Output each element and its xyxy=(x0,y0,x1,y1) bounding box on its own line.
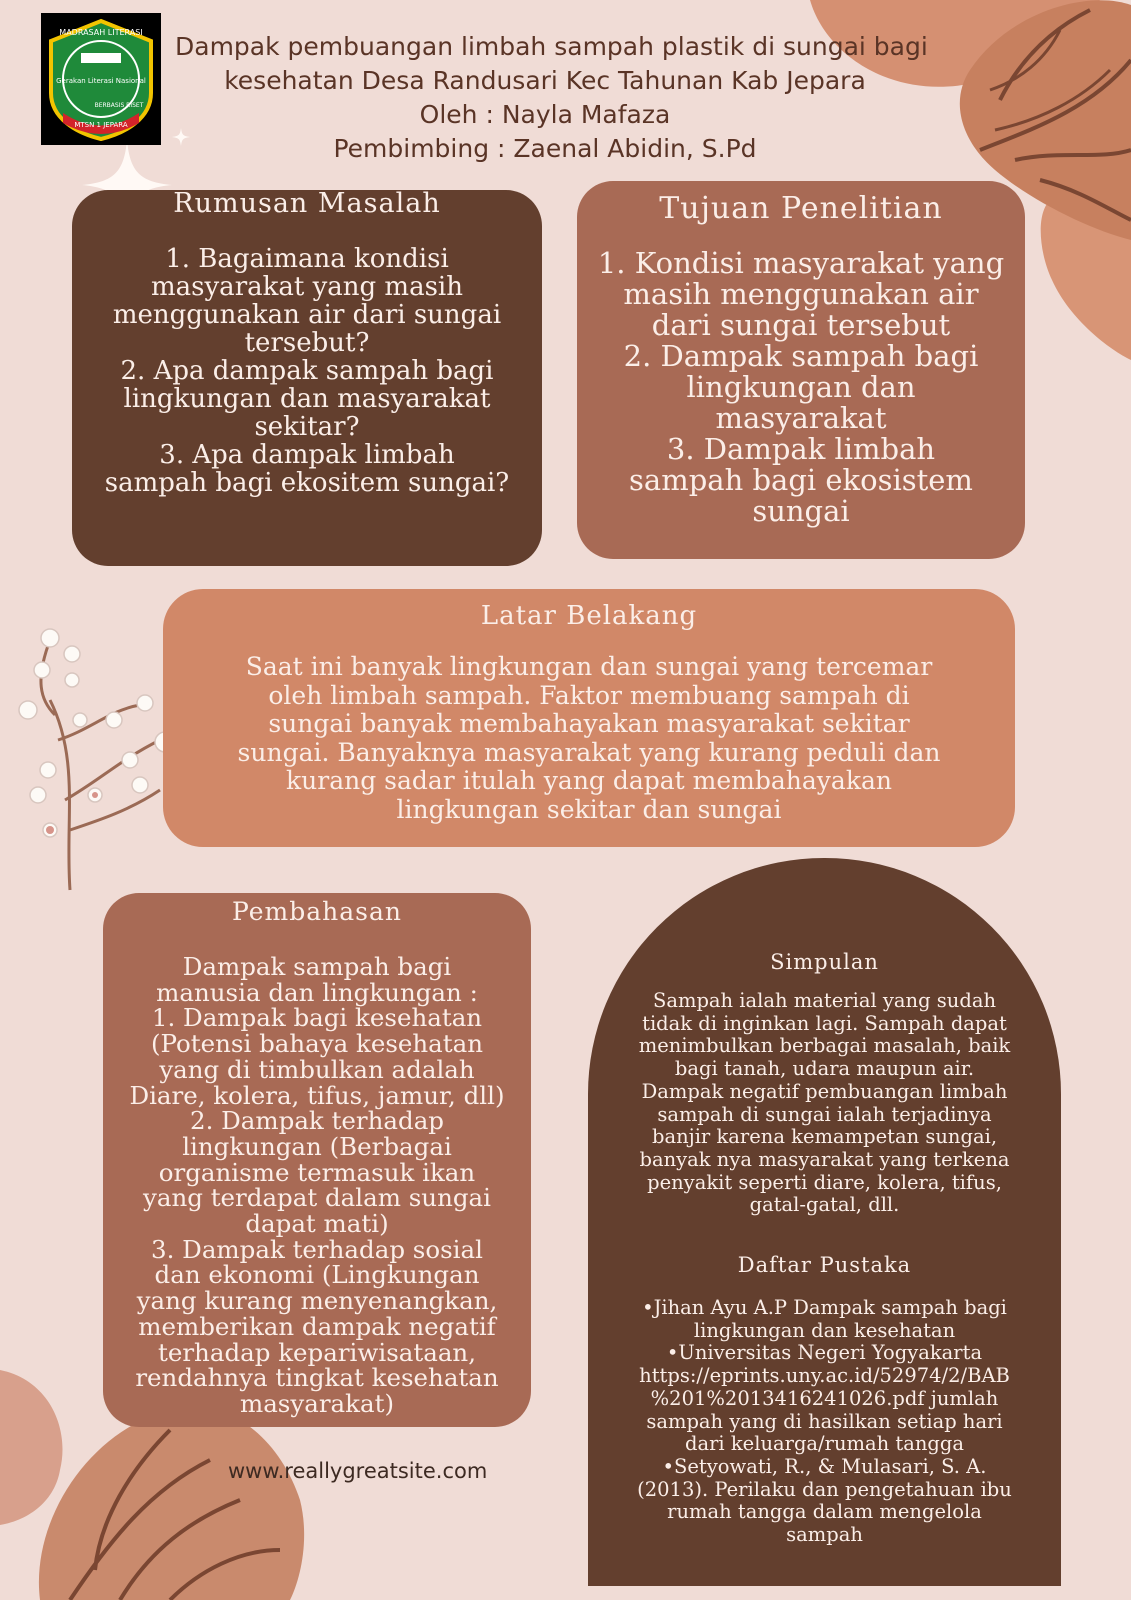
tujuan-penelitian-card xyxy=(577,181,1025,559)
school-logo xyxy=(41,13,161,145)
rumusan-masalah-title: Rumusan Masalah xyxy=(173,188,441,219)
pembahasan-card xyxy=(103,893,531,1427)
latar-belakang-body: Saat ini banyak lingkungan dan sungai yang tercemar oleh limbah sampah. Faktor membuang sampah di sungai banyak membahayakan masyarakat sekitar sungai. Banyaknya masyarakat yang kurang peduli dan kurang sadar itulah yang dapat membahayakan lingkungan sekitar dan sungai xyxy=(237,652,941,824)
pembahasan-body: Dampak sampah bagi manusia dan lingkungan : 1. Dampak bagi kesehatan (Potensi bahaya kesehatan yang di timbulkan adalah Diare, kolera, tifus, jamur, dll) 2. Dampak terhadap lingkungan (Berbagai organisme termasuk ikan yang terdapat dalam sungai dapat mati) 3. Dampak terhadap sosial dan ekonomi (Lingkungan yang kurang menyenangkan, memberikan dampak negatif terhadap kepariwisataan, rendahnya tingkat kesehatan masyarakat) xyxy=(129,952,505,1418)
logo-based-text: BERBASIS RISET xyxy=(94,102,144,109)
website-link[interactable]: www.reallygreatsite.com xyxy=(228,1459,488,1483)
logo-top-text: MADRASAH LITERASI xyxy=(59,28,143,37)
poster-header xyxy=(175,30,928,166)
poster-author: Oleh : Nayla Mafaza xyxy=(419,100,671,129)
poster-advisor: Pembimbing : Zaenal Abidin, S.Pd xyxy=(333,134,757,163)
logo-school-text: MTSN 1 JEPARA xyxy=(74,121,128,129)
poster-title-line1: Dampak pembuangan limbah sampah plastik di sungai bagi xyxy=(175,32,928,61)
pembahasan-title: Pembahasan xyxy=(232,897,402,926)
latar-belakang-card xyxy=(163,589,1015,847)
daftar-pustaka-body: •Jihan Ayu A.P Dampak sampah bagi lingkungan dan kesehatan •Universitas Negeri Yogyakarta https://eprints.uny.ac.id/52974/2/BAB %201%2013416241026.pdf jumlah sampah yang di hasilkan setiap hari dari keluarga/rumah tangga •Setyowati, R., & Mulasari, S. A. (2013). Perilaku dan pengetahuan ibu rumah tangga dalam mengelola sampah xyxy=(637,1296,1012,1547)
simpulan-card xyxy=(588,858,1061,1586)
rumusan-masalah-body: 1. Bagaimana kondisi masyarakat yang masih menggunakan air dari sungai tersebut? 2. Apa dampak sampah bagi lingkungan dan masyarakat sekitar? 3. Apa dampak limbah sampah bagi ekositem sungai? xyxy=(104,244,510,498)
latar-belakang-title: Latar Belakang xyxy=(480,601,698,631)
poster-title-line2: kesehatan Desa Randusari Kec Tahunan Kab Jepara xyxy=(224,66,866,95)
logo-movement-text: Gerakan Literasi Nasional xyxy=(56,77,146,85)
tujuan-penelitian-title: Tujuan Penelitian xyxy=(659,191,943,226)
rumusan-masalah-card xyxy=(72,190,542,566)
tujuan-penelitian-body: 1. Kondisi masyarakat yang masih menggunakan air dari sungai tersebut 2. Dampak sampah bagi lingkungan dan masyarakat 3. Dampak limbah sampah bagi ekosistem sungai xyxy=(597,246,1005,528)
simpulan-title: Simpulan xyxy=(770,950,879,974)
daftar-pustaka-title: Daftar Pustaka xyxy=(737,1253,912,1278)
simpulan-body: Sampah ialah material yang sudah tidak di inginkan lagi. Sampah dapat menimbulkan berbagai masalah, baik bagi tanah, udara maupun air. Dampak negatif pembuangan limbah sampah di sungai ialah terjadinya banjir karena kemampetan sungai, banyak nya masyarakat yang terkena penyakit seperti diare, kolera, tifus, gatal-gatal, dll. xyxy=(638,989,1011,1217)
cotton-branch-icon xyxy=(10,620,185,900)
